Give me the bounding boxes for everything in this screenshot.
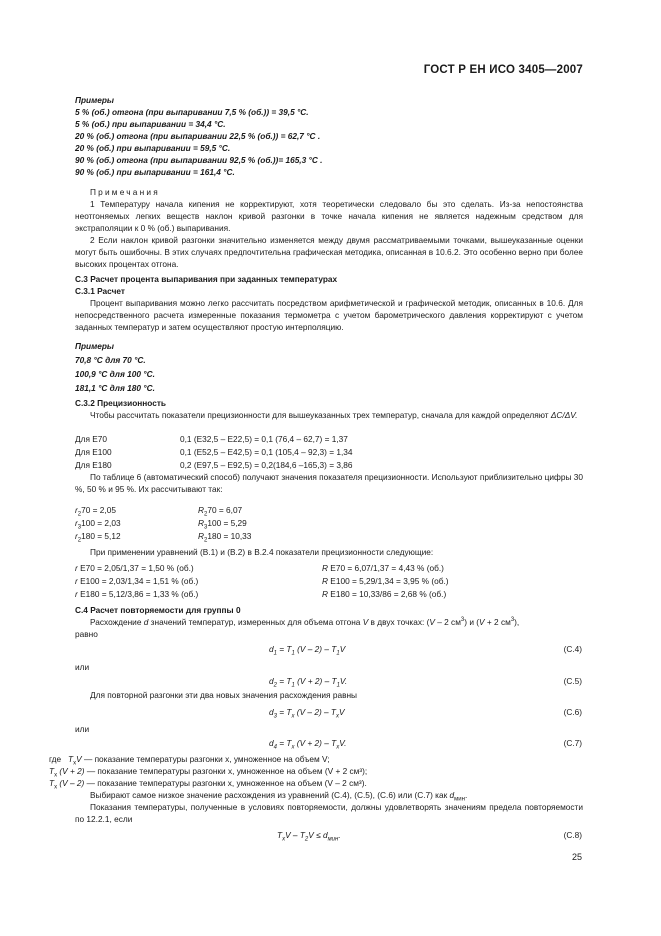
subscript: 2 (77, 511, 82, 518)
symbol: V (479, 617, 485, 627)
symbol: (V – 2) (57, 778, 85, 788)
symbol: R (198, 531, 204, 541)
paragraph: При применении уравнений (В.1) и (В.2) в В.2.4 показатели прецизионности следующие: (90, 547, 434, 557)
symbol: V (429, 617, 435, 627)
definition-1 (49, 753, 330, 765)
section-c4-para3 (75, 789, 583, 825)
notes-title: Примечания (90, 187, 160, 197)
equation-c8 (277, 829, 341, 841)
e-label: Для Е100 (75, 447, 112, 457)
examples-title: Примеры (75, 95, 115, 105)
text-run: = T (276, 738, 292, 748)
section-c3-2-para4 (75, 546, 583, 558)
value: Е100 = 2,03/1,34 = 1,51 % (об.) (77, 576, 199, 586)
value: 100 = 2,03 (81, 518, 121, 528)
text-run: Чтобы рассчитать показатели прецизионности для вышеуказанных трех температур, сначала для каждой определяют (90, 410, 551, 420)
symbol: r (75, 576, 78, 586)
symbol: r (75, 518, 78, 528)
r2-180 (75, 530, 121, 542)
text-run: Расхождение (90, 617, 144, 627)
value: Е180 = 10,33/86 = 2,68 % (об.) (328, 589, 447, 599)
subscript: 3 (273, 713, 277, 720)
example-line: 90 % (об.) отгона (при выпаривании 92,5 % (об.))= 165,3 °С . (75, 155, 323, 165)
precision-R-e100 (322, 575, 449, 587)
superscript: 3 (460, 617, 465, 624)
text-run: . (464, 790, 468, 800)
example-line: 20 % (об.) отгона (при выпаривании 22,5 % (об.)) = 62,7 °С . (75, 131, 321, 141)
text-run: = T (276, 707, 292, 717)
subscript: 2 (273, 682, 277, 689)
text-run: ) и ( (464, 617, 480, 627)
symbol: T (277, 830, 283, 840)
superscript: 3 (510, 617, 515, 624)
or-word: или (75, 662, 90, 672)
text-run: V. (339, 738, 347, 748)
subscript: 1 (273, 650, 277, 657)
e70-expr: 0,1 (Е32,5 – Е22,5) = 0,1 (76,4 – 62,7) = 1,37 (180, 434, 348, 444)
symbol: d (449, 790, 455, 800)
text-run: (V – 2) – T (294, 707, 336, 717)
text-run: . (338, 830, 341, 840)
symbol: T (49, 778, 55, 788)
subscript: x (336, 713, 339, 720)
subscript: мин (327, 836, 339, 843)
examples-block-2 (75, 340, 583, 394)
subscript: x (336, 744, 340, 751)
symbol: V (76, 754, 82, 764)
example-line: 100,9 °С для 100 °С. (75, 369, 155, 379)
text-run: = T (276, 644, 292, 654)
subscript: 2 (77, 537, 82, 544)
value: Е70 = 2,05/1,37 = 1,50 % (об.) (77, 563, 194, 573)
subscript: мин (454, 796, 465, 803)
symbol: d (143, 617, 149, 627)
definition-text: — показание температуры разгонки х, умноженное на объем V; (81, 754, 330, 764)
subscript: 2 (304, 836, 309, 843)
symbol: R (198, 505, 204, 515)
text-run: (V – 2) – T (294, 644, 337, 654)
text-run: значений температур, измеренных для объема отгона (148, 617, 363, 627)
text-run: – 2 см (434, 617, 461, 627)
symbol: T (49, 766, 55, 776)
value: 100 = 5,29 (207, 518, 247, 528)
note-1: 1 Температуру начала кипения не корректируют, хотя теоретически следовало бы это сделать. Из-за непостоянства неотгоняемых легких веществ наклон кривой разгонки в точке начала кипения не является надежным средством для экстраполяции к 0 % (об.) выпаривания. (75, 199, 583, 233)
subscript: 1 (336, 650, 340, 657)
subscript: x (73, 760, 77, 767)
section-c3-1-paragraph: Процент выпаривания можно легко рассчитать посредством арифметической и графической методик, описанных в 10.6. Для непосредственного расчета измеренные показания термометра с учетом барометрического давления корректируют с учетом заданных температур и затем осуществляют простую интерполяцию. (75, 298, 583, 332)
text-run: (V + 2) – T (294, 676, 337, 686)
R2-70 (198, 504, 242, 516)
example-line: 20 % (об.) при выпаривании = 59,5 °С. (75, 143, 231, 153)
symbol: T (68, 754, 74, 764)
paragraph: Показания температуры, полученные в условиях повторяемости, должны удовлетворять значениям предела повторяемости по 12.2.1, если (75, 802, 583, 824)
symbol: V (362, 617, 369, 627)
value: 180 = 5,12 (81, 531, 121, 541)
value: Е180 = 5,12/3,86 = 1,33 % (об.) (77, 589, 199, 599)
section-c3 (75, 273, 583, 333)
text-run: V ≤ d (308, 830, 328, 840)
section-c3-heading: С.3 Расчет процента выпаривания при заданных температурах (75, 274, 338, 284)
text-run: Выбирают самое низкое значение расхождения из уравнений (С.4), (С.5), (С.6) или (С.7) как (90, 790, 450, 800)
or-word: или (75, 724, 90, 734)
value: 180 = 10,33 (207, 531, 252, 541)
where-word: где (49, 754, 62, 764)
symbol: R (198, 518, 204, 528)
equation-c7 (269, 737, 346, 749)
section-c4-paragraph (75, 616, 583, 628)
paragraph-tail: равно (75, 629, 98, 639)
precision-R-e70 (322, 562, 444, 574)
equation-c6 (269, 706, 345, 718)
subscript: x (291, 713, 295, 720)
R2-180 (198, 530, 251, 542)
section-c4 (75, 604, 583, 640)
text-run: V – T (285, 830, 305, 840)
symbol: d (269, 738, 274, 748)
section-c3-2-paragraph (75, 409, 583, 421)
subscript: 1 (336, 682, 340, 689)
value: Е100 = 5,29/1,34 = 3,95 % (об.) (328, 576, 449, 586)
subscript: x (291, 744, 295, 751)
text-run: (V + 2) – T (294, 738, 337, 748)
symbol: R (322, 589, 328, 599)
symbol: (V + 2) (57, 766, 85, 776)
r2-70 (75, 504, 116, 516)
text-run: = T (276, 676, 292, 686)
subscript: x (282, 836, 286, 843)
example-line: 90 % (об.) при выпаривании = 161,4 °С. (75, 167, 235, 177)
symbol: d (269, 676, 274, 686)
symbol: d (269, 644, 274, 654)
R3-100 (198, 517, 247, 529)
equation-number: (С.8) (563, 830, 582, 840)
e-label: Для Е70 (75, 434, 108, 444)
precision-r-e70 (75, 562, 194, 574)
symbol: r (75, 589, 78, 599)
precision-R-e180 (322, 588, 446, 600)
subscript: 3 (77, 524, 82, 531)
precision-r-e180 (75, 588, 198, 600)
subscript: 1 (291, 650, 295, 657)
example-line: 70,8 °С для 70 °С. (75, 355, 146, 365)
paragraph (75, 789, 583, 801)
section-c4-heading: С.4 Расчет повторяемости для группы 0 (75, 605, 241, 615)
e180-expr: 0,2 (Е97,5 – Е92,5) = 0,2(184,6 –165,3) = 3,86 (180, 460, 353, 470)
equation-number: (С.5) (563, 676, 582, 686)
equation-c5 (269, 675, 347, 687)
equation-c4 (269, 643, 345, 655)
note-2: 2 Если наклон кривой разгонки значительно изменяется между двумя рассматриваемыми точками, вышеуказанные оценки могут быть ошибочны. В этих случаях предпочтительна графическая методика, описанная в 10.6.2. Это особенно верно при более высоких процентах отгона. (75, 235, 583, 269)
delta-ratio: ΔC/ΔV. (550, 410, 578, 420)
value: 70 = 2,05 (81, 505, 116, 515)
symbol: d (269, 707, 274, 717)
section-c3-2 (75, 397, 583, 421)
text-run: ), (514, 617, 520, 627)
text-run: + 2 см (484, 617, 511, 627)
r3-100 (75, 517, 121, 529)
equation-number: (С.7) (563, 738, 582, 748)
subscript: 2 (204, 537, 208, 544)
text-run: V (339, 644, 346, 654)
document-header: ГОСТ Р ЕН ИСО 3405—2007 (423, 64, 583, 76)
equation-number: (С.4) (563, 644, 582, 654)
value: Е70 = 6,07/1,37 = 4,43 % (об.) (328, 563, 444, 573)
subscript: x (54, 784, 58, 791)
example-line: 5 % (об.) при выпаривании = 34,4 °С. (75, 119, 226, 129)
text-run: в двух точках: ( (368, 617, 430, 627)
definition-text: — показание температуры разгонки х, умноженное на объем (V + 2 см³); (84, 766, 368, 776)
equation-number: (С.6) (563, 707, 582, 717)
definition-3 (49, 777, 367, 789)
e100-expr: 0,1 (Е52,5 – Е42,5) = 0,1 (105,4 – 92,3) = 1,34 (180, 447, 353, 457)
e70-row (75, 433, 107, 445)
text-run: V. (339, 676, 348, 686)
symbol: r (75, 505, 78, 515)
examples-block-1 (75, 94, 583, 178)
examples-title: Примеры (75, 341, 115, 351)
text-run: V (339, 707, 345, 717)
subscript: x (54, 772, 58, 779)
subscript: 3 (204, 524, 208, 531)
e180-row (75, 459, 112, 471)
section-c4-para2: Для повторной разгонки эти два новых значения расхождения равны (90, 690, 358, 700)
page-number: 25 (571, 852, 582, 862)
example-line: 181,1 °С для 180 °С. (75, 383, 155, 393)
subscript: 1 (291, 682, 295, 689)
symbol: R (322, 563, 328, 573)
section-c3-2-para3 (75, 471, 583, 495)
definition-text: — показание температуры разгонки х, умноженное на объем (V – 2 см³). (84, 778, 367, 788)
notes-block (75, 186, 583, 270)
e100-row (75, 446, 112, 458)
value: 70 = 6,07 (207, 505, 243, 515)
symbol: R (322, 576, 328, 586)
section-c3-2-heading: С.3.2 Прецизионность (75, 398, 167, 408)
section-c3-1-heading: С.3.1 Расчет (75, 286, 125, 296)
precision-r-e100 (75, 575, 198, 587)
paragraph: По таблице 6 (автоматический способ) получают значения показателя прецизионности. Используют приблизительно цифры 30 %, 50 % и 95 %. Их рассчитывают так: (75, 472, 583, 494)
definition-2 (49, 765, 367, 777)
e-label: Для Е180 (75, 460, 112, 470)
subscript: 4 (273, 744, 277, 751)
symbol: r (75, 563, 78, 573)
subscript: 2 (204, 511, 208, 518)
example-line: 5 % (об.) отгона (при выпаривании 7,5 % (об.)) = 39,5 °С. (75, 107, 309, 117)
symbol: r (75, 531, 78, 541)
